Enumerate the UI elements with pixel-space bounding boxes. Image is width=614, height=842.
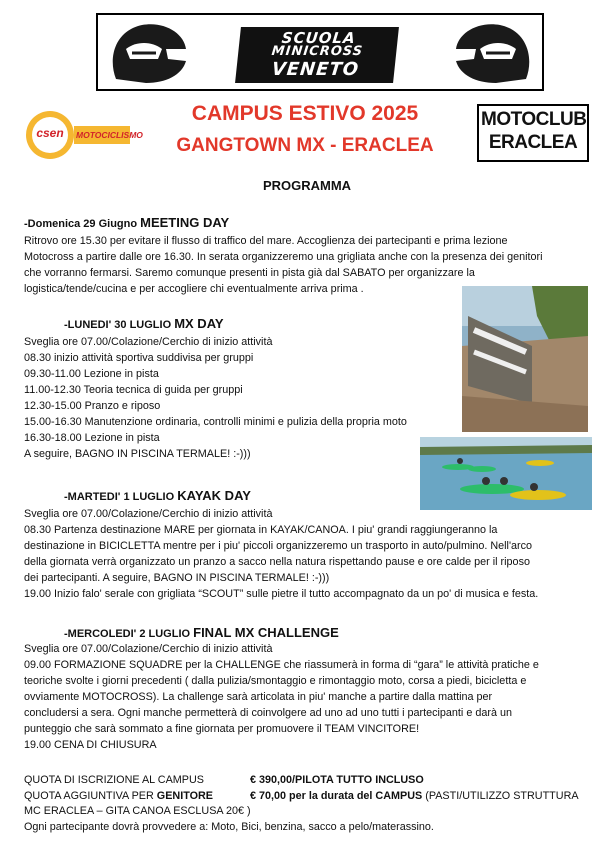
day3-header-title: KAYAK DAY bbox=[177, 488, 251, 503]
day2-header-title: MX DAY bbox=[174, 316, 224, 331]
day1-line: Ritrovo ore 15.30 per evitare il flusso di traffico del mare. Accoglienza dei partecipanti e prima lezione bbox=[24, 235, 508, 247]
fee-row-2-value: € 70,00 per la durata del CAMPUS (PASTI/UTILIZZO STRUTTURA bbox=[250, 790, 579, 802]
helmet-right-icon bbox=[450, 19, 536, 87]
programma-heading: PROGRAMMA bbox=[262, 178, 352, 193]
day4-header-title: FINAL MX CHALLENGE bbox=[193, 625, 339, 640]
logo-text-line1: SCUOLA bbox=[280, 29, 357, 47]
day3-line: Sveglia ore 07.00/Colazione/Cerchio di inizio attività bbox=[24, 508, 273, 520]
day4-header-prefix: -MERCOLEDI' 2 LUGLIO bbox=[64, 628, 194, 640]
kayak-photo bbox=[420, 437, 592, 510]
day4-line: teoriche svolte i giorni precedenti ( dalla pulizia/smontaggio e rimontaggio moto, corsa a piedi, bicicletta e bbox=[24, 675, 527, 687]
motoclub-sign-photo bbox=[462, 286, 588, 432]
day2-body bbox=[24, 334, 407, 462]
campus-title: CAMPUS ESTIVO 2025 bbox=[191, 102, 419, 125]
day2-line: 08.30 inizio attività sportiva suddivisa per gruppi bbox=[24, 352, 254, 364]
day1-header bbox=[24, 215, 229, 230]
fee-row-3: MC ERACLEA – GITA CANOA ESCLUSA 20€ ) bbox=[24, 805, 251, 817]
motoclub-logo-line1: MOTOCLUB bbox=[481, 109, 587, 130]
day3-line: dei partecipanti. A seguire, BAGNO IN PISCINA TERMALE! :-))) bbox=[24, 572, 330, 584]
day4-line: 09.00 FORMAZIONE SQUADRE per la CHALLENGE che riassumerà in forma di “gara” le attività pratiche e bbox=[24, 659, 539, 671]
helmet-left-icon bbox=[106, 19, 192, 87]
day3-header-prefix: -MARTEDI' 1 LUGLIO bbox=[64, 491, 178, 503]
day3-line: della giornata verrà organizzato un pranzo a sacco nella natura rispettando pause e ore calde per il riposo bbox=[24, 556, 530, 568]
day1-line: Motocross a partire dalle ore 16.30. In serata organizzeremo una grigliata anche con la presenza dei genitori bbox=[24, 251, 543, 263]
day2-line: 12.30-15.00 Pranzo e riposo bbox=[24, 400, 161, 412]
day4-line: concludersi a sera. Ogni manche permetterà di coinvolgere ad uno ad uno tutti i partecipanti e darà un bbox=[24, 707, 512, 719]
day2-line: 15.00-16.30 Manutenzione ordinaria, controlli minimi e pulizia della propria moto bbox=[24, 416, 407, 428]
logo-banner bbox=[235, 27, 399, 83]
day2-header-prefix: -LUNEDI' 30 LUGLIO bbox=[64, 319, 175, 331]
day3-line: 19.00 Inizio falo' serale con grigliata “SCOUT” sulle pietre il tutto accompagnato da un po' di musica e festa. bbox=[24, 588, 539, 600]
day4-line: Sveglia ore 07.00/Colazione/Cerchio di inizio attività bbox=[24, 643, 273, 655]
logo-text-line3: VENETO bbox=[270, 59, 361, 80]
fee-row-1-label: QUOTA DI ISCRIZIONE AL CAMPUS bbox=[24, 774, 204, 786]
logo-text-line2: MINICROSS bbox=[270, 44, 364, 59]
day3-body bbox=[24, 506, 538, 602]
day2-header bbox=[64, 316, 224, 331]
motoclub-logo-line2: ERACLEA bbox=[488, 132, 578, 153]
day3-header bbox=[64, 488, 251, 503]
day4-line: punteggio che sarà sommato a fine giornata per promuovere il TEAM VINCITORE! bbox=[24, 723, 420, 735]
day1-header-prefix: -Domenica 29 Giugno bbox=[24, 218, 141, 230]
day4-header bbox=[64, 625, 339, 640]
day3-line: 08.30 Partenza destinazione MARE per giornata in KAYAK/CANOA. I piu' grandi raggiungeranno la bbox=[24, 524, 498, 536]
day2-line: A seguire, BAGNO IN PISCINA TERMALE! :-))) bbox=[24, 448, 251, 460]
day2-line: 09.30-11.00 Lezione in pista bbox=[24, 368, 159, 380]
day2-line: 16.30-18.00 Lezione in pista bbox=[24, 432, 160, 444]
day3-line: destinazione in BICICLETTA mentre per i piu' piccoli organizzeremo un trasporto in auto/pulmino. Nell'arco bbox=[24, 540, 533, 552]
csen-logo-text: csen bbox=[36, 126, 64, 140]
day1-line: logistica/tende/cucina e per accogliere chi eventualmente arriva prima . bbox=[24, 283, 364, 295]
day2-line: Sveglia ore 07.00/Colazione/Cerchio di inizio attività bbox=[24, 336, 273, 348]
day2-line: 11.00-12.30 Teoria tecnica di guida per gruppi bbox=[24, 384, 243, 396]
csen-bar-label: MOTOCICLISMO bbox=[76, 130, 143, 140]
day4-body bbox=[24, 641, 539, 753]
campus-subtitle: GANGTOWN MX - ERACLEA bbox=[176, 135, 434, 156]
day4-line: ovviamente MOTOCROSS). La challenge sarà articolata in piu' manche a partire dalla mattina per bbox=[24, 691, 493, 703]
fee-row-4: Ogni partecipante dovrà provvedere a: Moto, Bici, benzina, sacco a pelo/materassino. bbox=[24, 821, 434, 833]
day4-line: 19.00 CENA DI CHIUSURA bbox=[24, 739, 157, 751]
day1-line: che vorranno fermarsi. Saremo comunque presenti in pista già dal SABATO per organizzare la bbox=[24, 267, 475, 279]
fee-row-2-label: QUOTA AGGIUNTIVA PER GENITORE bbox=[24, 790, 213, 802]
fee-row-1-value: € 390,00/PILOTA TUTTO INCLUSO bbox=[250, 774, 424, 786]
day1-header-title: MEETING DAY bbox=[140, 215, 230, 230]
